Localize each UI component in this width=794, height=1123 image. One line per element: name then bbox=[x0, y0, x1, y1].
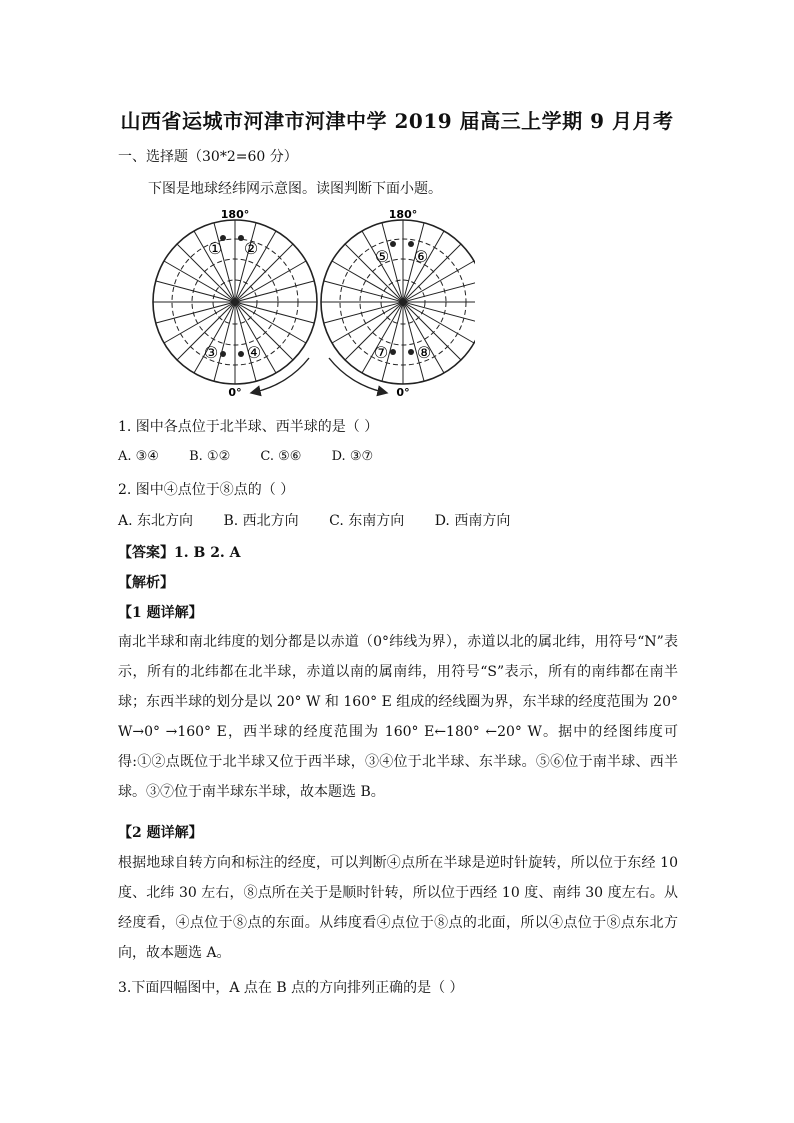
detail-2-heading: 【2 题详解】 bbox=[118, 825, 203, 841]
section-heading: 一、选择题（30*2=60 分） bbox=[118, 149, 298, 165]
point-3-dot bbox=[220, 351, 226, 357]
point-7-dot bbox=[390, 349, 396, 355]
point-8-dot bbox=[408, 349, 414, 355]
question-1-options bbox=[118, 449, 399, 464]
q2-option-c: C. 东南方向 bbox=[329, 513, 405, 529]
point-4-label: ④ bbox=[246, 343, 262, 362]
q2-option-b: B. 西北方向 bbox=[223, 513, 299, 529]
point-7-label: ⑦ bbox=[373, 343, 389, 362]
question-2-options bbox=[118, 510, 536, 530]
right-top-longitude: 180° bbox=[388, 208, 418, 221]
question-1-stem: 1. 图中各点位于北半球、西半球的是（ ） bbox=[118, 419, 379, 435]
q1-option-c: C. ⑤⑥ bbox=[260, 449, 302, 464]
question-2-stem: 2. 图中④点位于⑧点的（ ） bbox=[118, 482, 295, 498]
intro-text: 下图是地球经纬网示意图。读图判断下面小题。 bbox=[148, 181, 442, 197]
right-polar-map bbox=[321, 220, 475, 392]
left-polar-map bbox=[153, 220, 317, 392]
graticule-figure bbox=[145, 206, 475, 400]
point-2-label: ② bbox=[243, 239, 259, 258]
left-top-longitude: 180° bbox=[220, 208, 250, 221]
detail-1-text: 南北半球和南北纬度的划分都是以赤道（0°纬线为界），赤道以北的属北纬，用符号“N”表示，所有的北纬都在北半球，赤道以南的属南纬，用符号“S”表示，所有的南纬都在南半球；东西半球的划分是以 20° W 和 160° E 组成的经线圈为界，东半球的经度范围为 20° W→0° →160° E，西半球的经度范围为 160° E←180° ←20° W。据中的经图纬度可得:①②点既位于北半球又位于西半球，③④位于北半球、东半球。⑤⑥位于南半球、西半球。③⑦位于南半球东半球，故本题选 B。 bbox=[118, 634, 678, 800]
detail-2-text: 根据地球自转方向和标注的经度，可以判断④点所在半球是逆时针旋转，所以位于东经 10 度、北纬 30 左右，⑧点所在关于是顺时针转，所以位于西经 10 度、南纬 30 度左右。从经度看，④点位于⑧点的东面。从纬度看④点位于⑧点的北面，所以④点位于⑧点东北方向，故本题选 A。 bbox=[118, 855, 678, 961]
left-bottom-longitude: 0° bbox=[228, 386, 242, 399]
point-8-label: ⑧ bbox=[416, 343, 432, 362]
point-4-dot bbox=[238, 351, 244, 357]
right-bottom-longitude: 0° bbox=[396, 386, 410, 399]
answer-line: 【答案】1. B 2. A bbox=[118, 545, 241, 561]
point-3-label: ③ bbox=[203, 343, 219, 362]
detail-1-heading: 【1 题详解】 bbox=[118, 605, 203, 621]
analysis-heading: 【解析】 bbox=[118, 575, 174, 591]
q2-option-d: D. 西南方向 bbox=[434, 513, 511, 529]
point-5-label: ⑤ bbox=[374, 247, 390, 266]
q1-option-d: D. ③⑦ bbox=[331, 449, 374, 464]
q1-option-b: B. ①② bbox=[189, 449, 231, 464]
question-3-stem: 3.下面四幅图中，A 点在 B 点的方向排列正确的是（ ） bbox=[118, 980, 464, 996]
q2-option-a: A. 东北方向 bbox=[118, 513, 194, 529]
q1-option-a: A. ③④ bbox=[118, 449, 159, 464]
point-5-dot bbox=[390, 241, 396, 247]
point-6-label: ⑥ bbox=[413, 247, 429, 266]
page-title: 山西省运城市河津市河津中学 2019 届高三上学期 9 月月考 bbox=[120, 109, 674, 133]
point-1-label: ① bbox=[207, 239, 223, 258]
